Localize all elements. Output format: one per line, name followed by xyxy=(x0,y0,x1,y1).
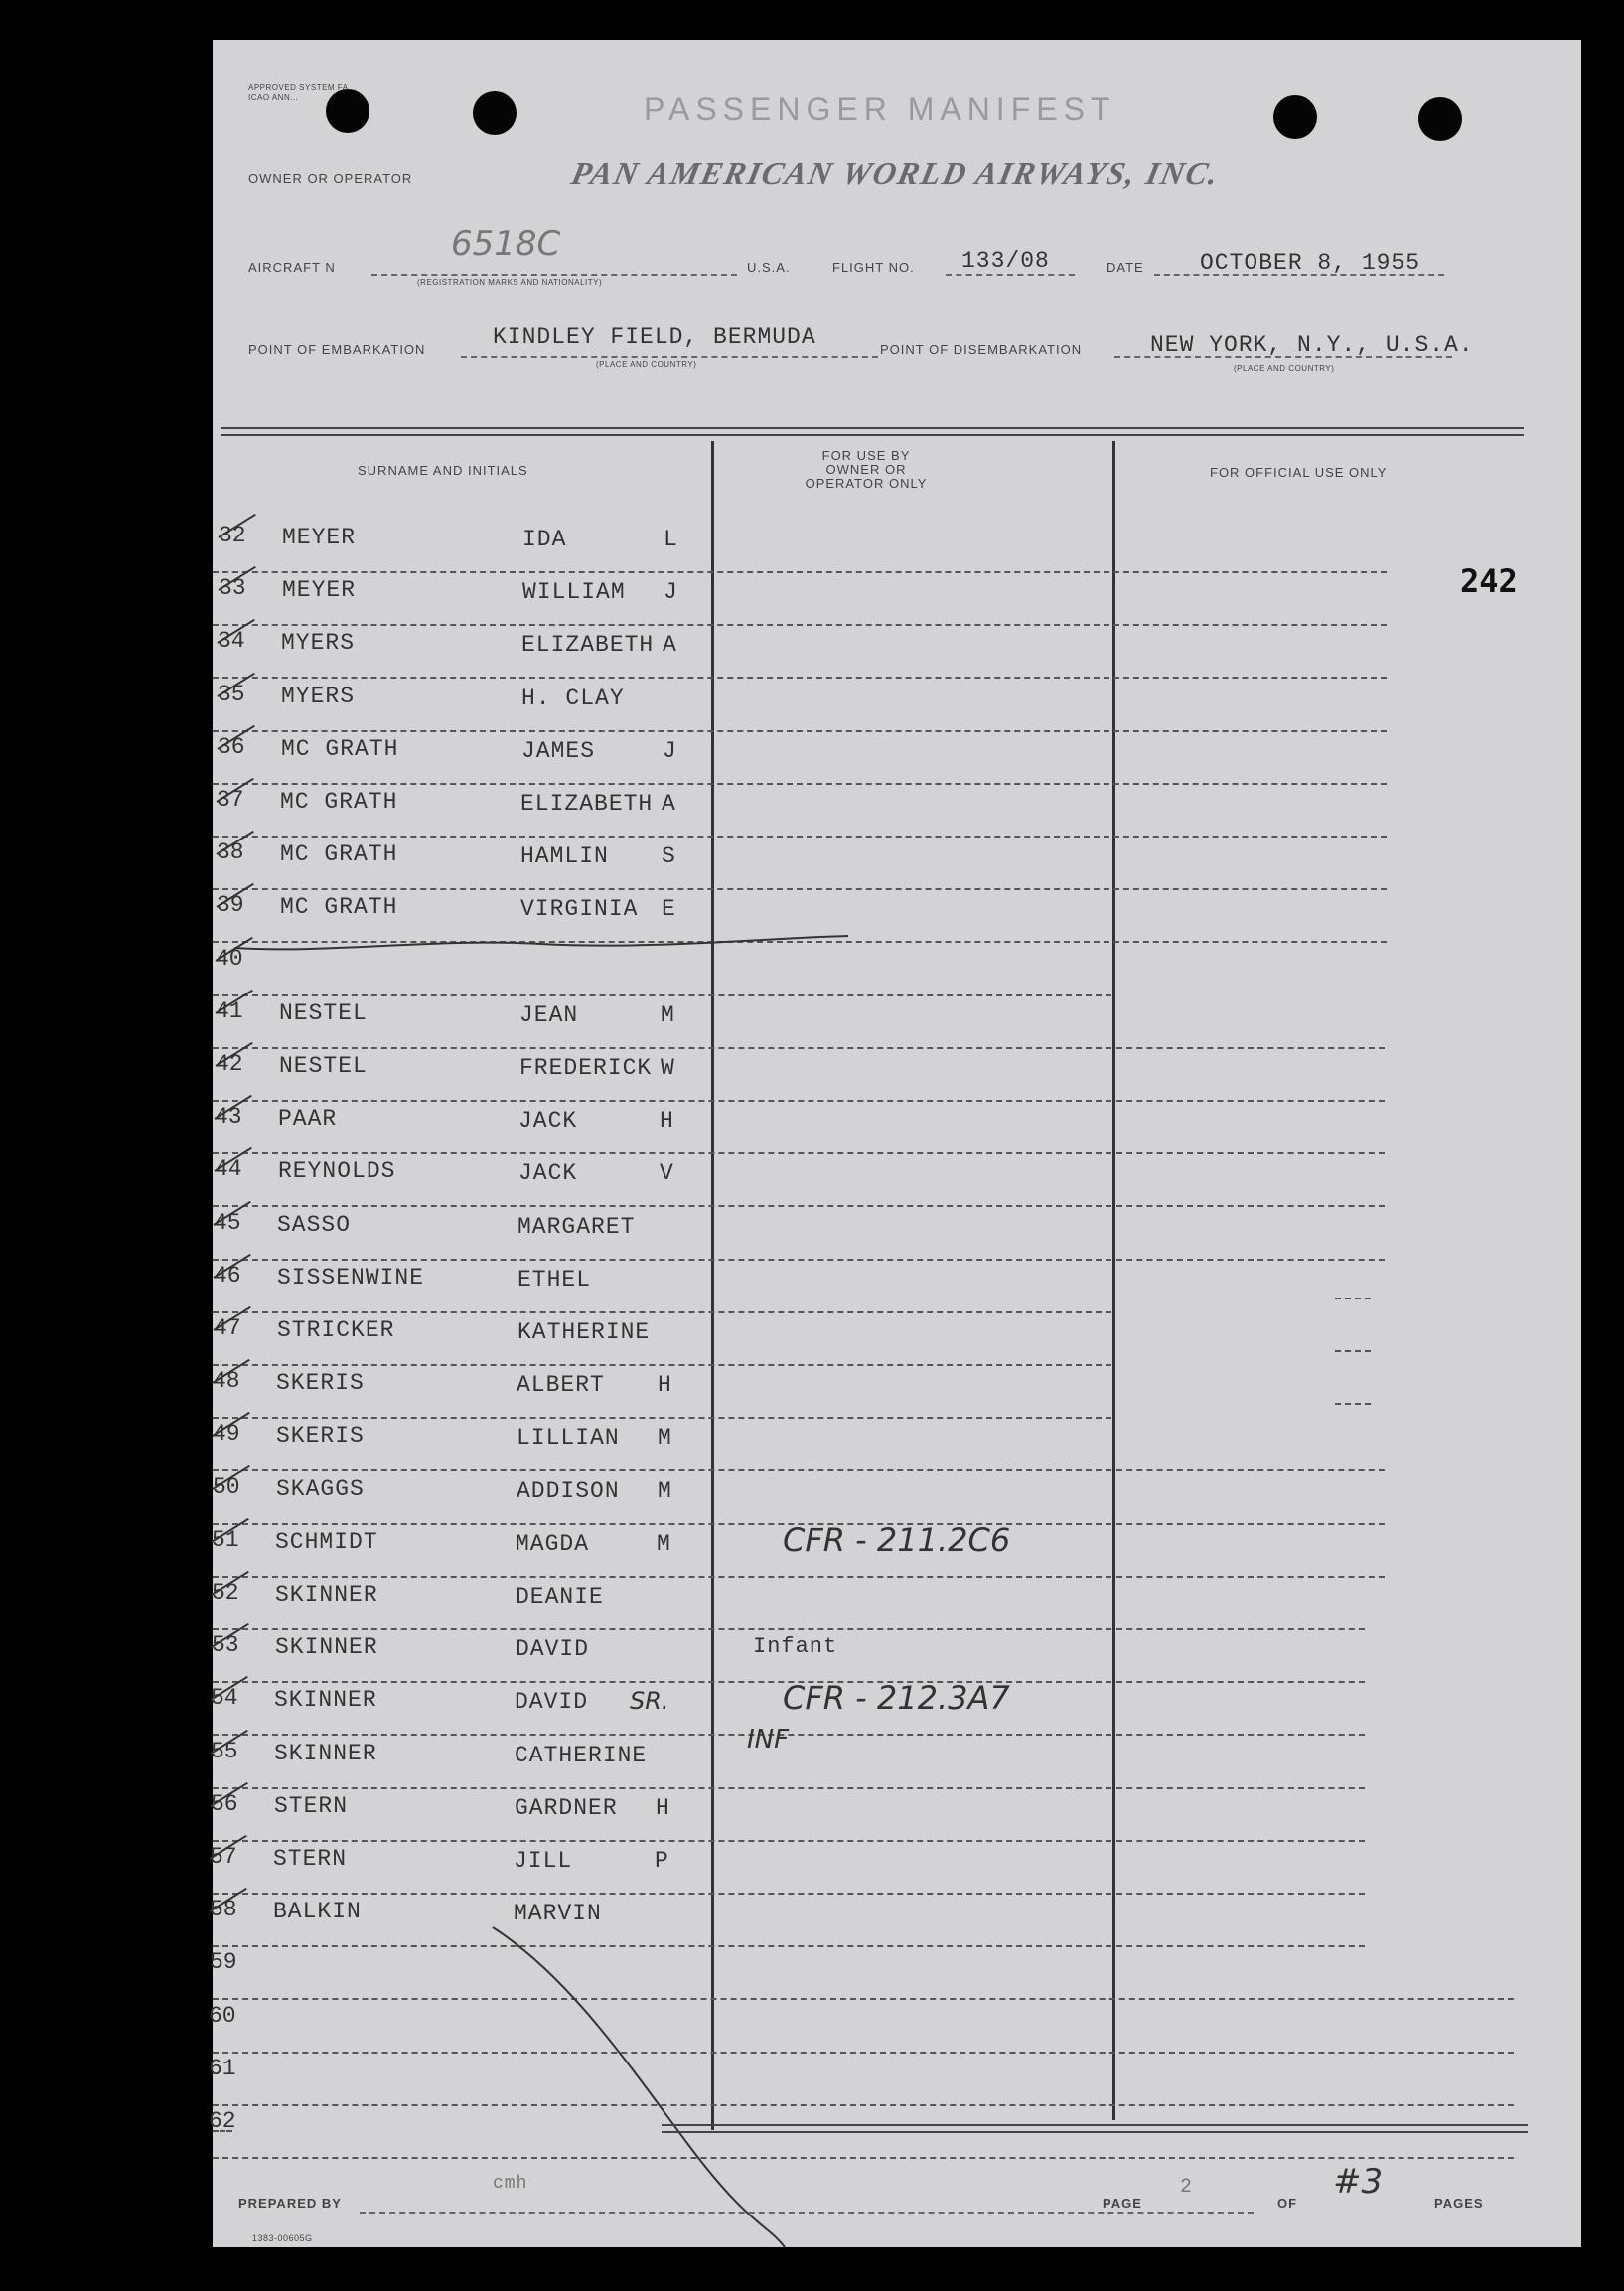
surname: STERN xyxy=(273,1846,348,1872)
given-name: ELIZABETH xyxy=(520,791,654,817)
row-number: 49 xyxy=(213,1421,240,1447)
row-number: 39 xyxy=(217,892,244,918)
surname: SISSENWINE xyxy=(277,1265,425,1291)
row-number: 52 xyxy=(212,1580,239,1605)
initial: M xyxy=(657,1531,671,1557)
initial: J xyxy=(663,738,677,764)
prepared-value: cmh xyxy=(493,2174,528,2194)
prepared-label: PREPARED BY xyxy=(238,2196,342,2211)
usa-label: U.S.A. xyxy=(747,260,791,275)
row-number: 34 xyxy=(218,628,245,654)
surname: MC GRATH xyxy=(281,736,399,762)
stamp-number: 242 xyxy=(1460,562,1518,600)
surname: MC GRATH xyxy=(280,894,398,920)
given-name: VIRGINIA xyxy=(520,896,639,922)
initial: P xyxy=(655,1848,669,1874)
given-name: ADDISON xyxy=(517,1478,620,1504)
initial: M xyxy=(661,1002,675,1028)
surname: STERN xyxy=(274,1793,349,1819)
surname: PAAR xyxy=(278,1106,338,1132)
row-number: 47 xyxy=(214,1315,241,1341)
initial: L xyxy=(664,527,678,552)
given-name: DEANIE xyxy=(516,1584,604,1609)
given-name: JEAN xyxy=(519,1002,579,1028)
initial: H xyxy=(660,1108,674,1134)
row-number: 32 xyxy=(219,523,246,548)
row-number: 55 xyxy=(211,1739,238,1764)
given-name: JILL xyxy=(514,1848,573,1874)
table-bottom-rule-left xyxy=(213,2130,232,2132)
initial: H xyxy=(656,1795,670,1821)
surname: STRICKER xyxy=(277,1317,395,1343)
row-number: 48 xyxy=(213,1368,240,1394)
initial: A xyxy=(663,632,677,658)
initial: J xyxy=(664,579,678,605)
surname: SCHMIDT xyxy=(275,1529,378,1555)
page-value: 2 xyxy=(1180,2176,1194,2199)
row-number: 35 xyxy=(218,682,245,707)
row-number: 59 xyxy=(210,1949,237,1975)
given-name: LILLIAN xyxy=(517,1425,620,1451)
given-name: IDA xyxy=(522,527,567,552)
form-title: PASSENGER MANIFEST xyxy=(644,91,1116,127)
given-name: KATHERINE xyxy=(517,1319,651,1345)
col-header-owner: FOR USE BY OWNER OR OPERATOR ONLY xyxy=(805,448,928,491)
row-number: 58 xyxy=(210,1897,237,1922)
surname: REYNOLDS xyxy=(278,1158,396,1184)
aircraft-label: AIRCRAFT N xyxy=(248,260,336,275)
row-number: 54 xyxy=(211,1685,238,1711)
row-number: 41 xyxy=(216,998,243,1024)
surname: MEYER xyxy=(282,577,357,603)
row-number: 61 xyxy=(209,2056,236,2081)
given-name: JACK xyxy=(518,1160,578,1186)
initial: A xyxy=(662,791,676,817)
surname: MC GRATH xyxy=(280,789,398,815)
aircraft-value: 6518C xyxy=(451,225,561,264)
given-name: ALBERT xyxy=(517,1372,605,1398)
flight-label: FLIGHT NO. xyxy=(832,260,915,275)
surname: MYERS xyxy=(281,630,356,656)
initial: H xyxy=(658,1372,672,1398)
registration-caption: (REGISTRATION MARKS AND NATIONALITY) xyxy=(417,278,603,287)
given-name: CATHERINE xyxy=(515,1743,648,1768)
owner-label: OWNER OR OPERATOR xyxy=(248,171,413,186)
surname: SKINNER xyxy=(275,1634,378,1660)
given-name: ELIZABETH xyxy=(521,632,655,658)
row-number: 43 xyxy=(215,1104,242,1130)
date-value: OCTOBER 8, 1955 xyxy=(1200,250,1421,276)
prepared-underline xyxy=(360,2212,1254,2214)
initial: M xyxy=(658,1478,672,1504)
surname: SKERIS xyxy=(276,1370,365,1396)
row-number: 51 xyxy=(212,1527,239,1553)
of-label: OF xyxy=(1277,2196,1298,2211)
row-number: 53 xyxy=(212,1632,239,1658)
embark-label: POINT OF EMBARKATION xyxy=(248,342,426,357)
given-name: MAGDA xyxy=(516,1531,590,1557)
operator-note: CFR - 211.2C6 xyxy=(783,1521,1011,1559)
form-number: 1383-00605G xyxy=(252,2233,313,2243)
given-name: MARVIN xyxy=(514,1901,602,1926)
surname: SASSO xyxy=(277,1212,352,1238)
row-number: 44 xyxy=(215,1156,242,1182)
operator-note: CFR - 212.3A7 xyxy=(783,1679,1010,1717)
row-number: 57 xyxy=(210,1844,237,1870)
given-name: FREDERICK xyxy=(519,1055,653,1081)
surname: MC GRATH xyxy=(280,841,398,867)
owner-value: PAN AMERICAN WORLD AIRWAYS, INC. xyxy=(568,155,1224,191)
initial: S xyxy=(662,843,676,869)
operator-note: Infant xyxy=(753,1634,838,1659)
initial: SR. xyxy=(630,1687,669,1715)
approval-text: APPROVED SYSTEM FA... ICAO ANN... xyxy=(248,83,357,102)
col-header-official: FOR OFFICIAL USE ONLY xyxy=(1210,465,1388,480)
manifest-sheet xyxy=(209,40,1581,2247)
surname: BALKIN xyxy=(273,1899,362,1924)
initial: V xyxy=(660,1160,674,1186)
col-header-surname: SURNAME AND INITIALS xyxy=(358,463,528,478)
disembark-label: POINT OF DISEMBARKATION xyxy=(880,342,1083,357)
given-name: GARDNER xyxy=(515,1795,618,1821)
surname: SKINNER xyxy=(274,1741,377,1766)
surname: MEYER xyxy=(282,525,357,550)
given-name: HAMLIN xyxy=(520,843,609,869)
surname: NESTEL xyxy=(279,1000,368,1026)
disembark-value: NEW YORK, N.Y., U.S.A. xyxy=(1150,332,1474,358)
given-name: JAMES xyxy=(521,738,596,764)
row-number: 56 xyxy=(211,1791,238,1817)
initial: M xyxy=(658,1425,672,1451)
table-bottom-rule xyxy=(662,2124,1528,2133)
given-name: MARGARET xyxy=(517,1214,636,1240)
row-number: 60 xyxy=(209,2003,236,2029)
given-name: H. CLAY xyxy=(521,686,625,711)
embark-caption: (PLACE AND COUNTRY) xyxy=(596,360,697,369)
surname: SKERIS xyxy=(276,1423,365,1449)
flight-value: 133/08 xyxy=(961,248,1050,274)
disembark-caption: (PLACE AND COUNTRY) xyxy=(1234,364,1335,373)
row-number: 33 xyxy=(219,575,246,601)
row-number: 42 xyxy=(216,1051,243,1077)
operator-note: INF xyxy=(747,1725,790,1755)
row-number: 40 xyxy=(216,946,243,972)
row-number: 62 xyxy=(209,2108,236,2134)
page-label: PAGE xyxy=(1103,2196,1142,2211)
row-number: 46 xyxy=(214,1263,241,1289)
embark-value: KINDLEY FIELD, BERMUDA xyxy=(493,324,816,350)
surname: SKAGGS xyxy=(276,1476,365,1502)
given-name: DAVID xyxy=(515,1689,589,1715)
given-name: JACK xyxy=(518,1108,578,1134)
of-value: #3 xyxy=(1333,2162,1384,2202)
surname: NESTEL xyxy=(279,1053,368,1079)
row-number: 50 xyxy=(213,1474,240,1500)
row-40-strike-line xyxy=(213,40,1581,2247)
date-label: DATE xyxy=(1107,260,1144,275)
given-name: WILLIAM xyxy=(522,579,626,605)
given-name: ETHEL xyxy=(517,1267,592,1293)
row-number: 37 xyxy=(217,787,244,813)
diagonal-cancel-line xyxy=(493,1927,785,2247)
initial: W xyxy=(661,1055,675,1081)
initial: E xyxy=(662,896,676,922)
row-number: 36 xyxy=(218,734,245,760)
pages-label: PAGES xyxy=(1434,2196,1484,2211)
surname: MYERS xyxy=(281,684,356,709)
row-number: 38 xyxy=(217,840,244,865)
given-name: DAVID xyxy=(516,1636,590,1662)
surname: SKINNER xyxy=(275,1582,378,1607)
row-number: 45 xyxy=(214,1210,241,1236)
surname: SKINNER xyxy=(274,1687,377,1713)
